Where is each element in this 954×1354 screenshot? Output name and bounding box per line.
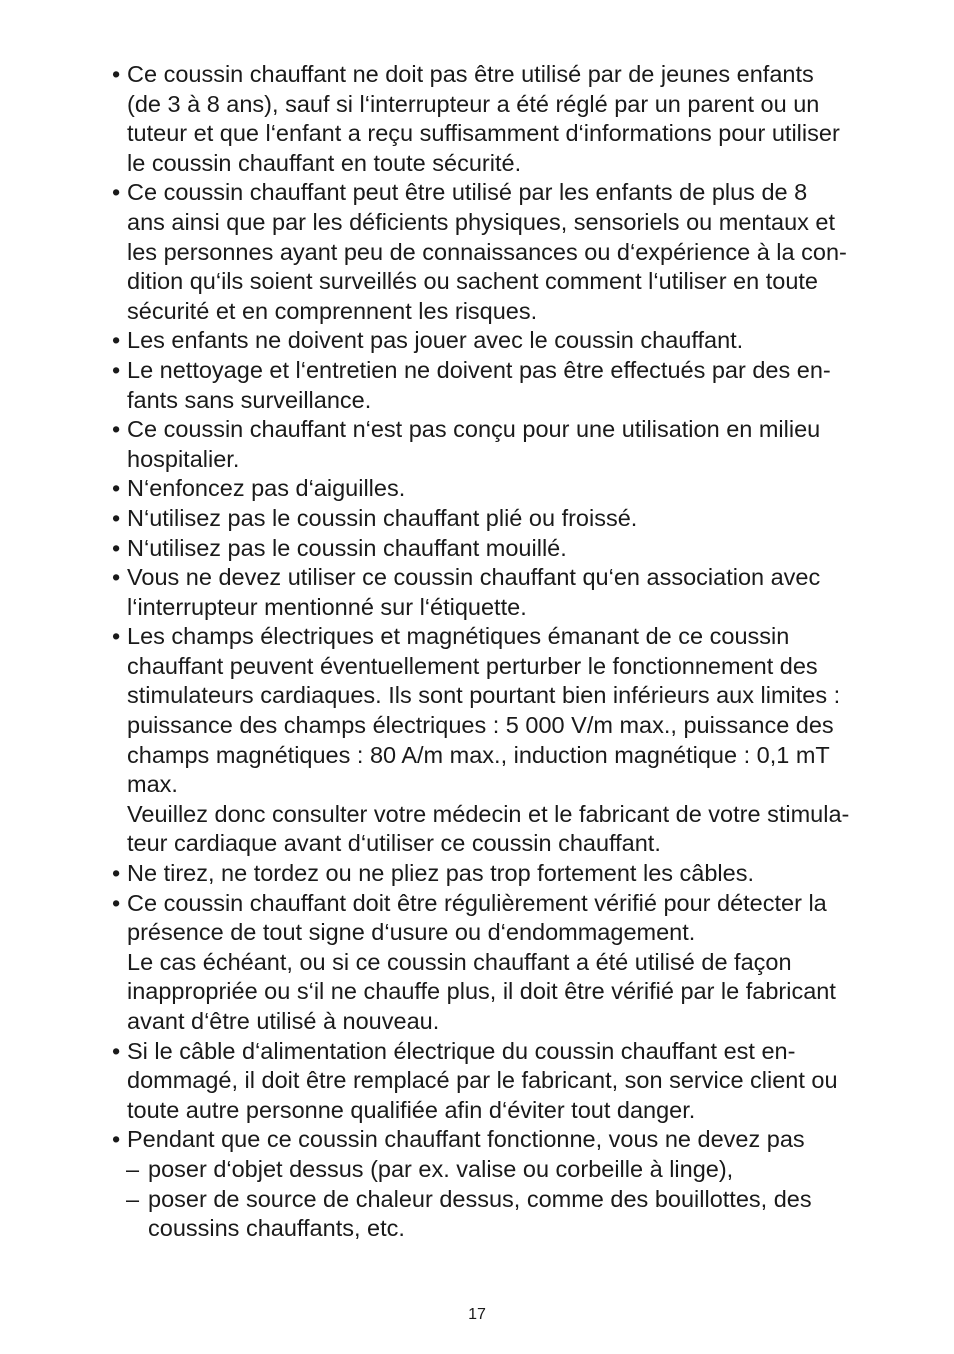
sub-list-item [112, 1185, 902, 1244]
bullet-text: N‘utilisez pas le coussin chauffant mouillé. [127, 534, 567, 561]
bullet-text: Le nettoyage et l‘entretien ne doivent pas être effectués par des en- fants sans surveillance. [127, 356, 831, 413]
bullet-text: N‘utilisez pas le coussin chauffant plié ou froissé. [127, 504, 638, 531]
bullet-marker: • [112, 1037, 121, 1064]
page-number: 17 [468, 1306, 486, 1323]
bullet-item [112, 563, 902, 622]
bullet-marker: • [112, 356, 121, 383]
bullet-item [112, 178, 902, 326]
bullet-text: Ce coussin chauffant n‘est pas conçu pour une utilisation en milieu hospitalier. [127, 416, 821, 472]
bullet-item [112, 356, 902, 415]
bullet-item [112, 326, 902, 356]
bullet-marker: • [112, 475, 121, 502]
bullet-text: Pendant que ce coussin chauffant fonctionne, vous ne devez pas [127, 1126, 805, 1153]
bullet-item [112, 889, 902, 1037]
bullet-marker: • [112, 327, 121, 354]
dash-marker: – [126, 1185, 140, 1212]
bullet-item [112, 622, 902, 859]
bullet-marker: • [112, 564, 121, 591]
bullet-item [112, 474, 902, 504]
bullet-item [112, 1037, 902, 1126]
bullet-text: N‘enfoncez pas d‘aiguilles. [127, 475, 406, 502]
bullet-item [112, 415, 902, 474]
bullet-text: Ne tirez, ne tordez ou ne pliez pas trop fortement les câbles. [127, 860, 754, 887]
bullet-marker: • [112, 534, 121, 561]
bullet-item [112, 60, 902, 178]
sub-item-text: poser d‘objet dessus (par ex. valise ou corbeille à linge), [148, 1155, 734, 1182]
dash-marker: – [126, 1155, 140, 1182]
bullet-text: Les enfants ne doivent pas jouer avec le coussin chauffant. [127, 327, 744, 354]
bullet-marker: • [112, 61, 121, 87]
bullet-text: Ce coussin chauffant doit être régulièrement vérifié pour détecter la présence de tout signe d‘usure ou d‘endommagement. Le cas échéant, ou si ce coussin chauffant a été utilisé de façon inappropriée ou s‘il ne chauffe plus, il doit être vérifié par le fabricant avant d‘être utilisé à nouveau. [127, 889, 836, 1034]
sub-list-item [112, 1155, 902, 1185]
bullet-marker: • [112, 623, 121, 650]
bullet-marker: • [112, 860, 121, 887]
bullet-item [112, 534, 902, 564]
sub-item-text: poser de source de chaleur dessus, comme des bouillottes, des coussins chauffants, etc. [148, 1185, 812, 1242]
bullet-item [112, 504, 902, 534]
bullet-marker: • [112, 1126, 121, 1153]
safety-instructions [112, 60, 902, 1244]
bullet-text: Ce coussin chauffant ne doit pas être utilisé par de jeunes enfants (de 3 à 8 ans), sauf si l‘interrupteur a été réglé par un parent ou un tuteur et que l‘enfant a reçu suffisamment d‘informations pour utiliser le coussin chauffant en toute sécurité. [127, 61, 840, 176]
bullet-marker: • [112, 416, 121, 443]
bullet-text: Ce coussin chauffant peut être utilisé par les enfants de plus de 8 ans ainsi que par les déficients physiques, sensoriels ou mentaux et les personnes ayant peu de connaissances ou d‘expérience à la con- dition qu‘ils soient surveillés ou sachent comment l‘utiliser en toute sécurité et en comprennent les risques. [127, 179, 847, 324]
bullet-marker: • [112, 889, 121, 916]
bullet-marker: • [112, 179, 121, 206]
bullet-item [112, 859, 902, 889]
bullet-item [112, 1125, 902, 1155]
bullet-text: Si le câble d‘alimentation électrique du coussin chauffant est en- dommagé, il doit être remplacé par le fabricant, son service client ou toute autre personne qualifiée afin d‘éviter tout danger. [127, 1037, 838, 1123]
bullet-text: Vous ne devez utiliser ce coussin chauffant qu‘en association avec l‘interrupteur mentionné sur l‘étiquette. [127, 564, 821, 620]
bullet-marker: • [112, 504, 121, 531]
bullet-text: Les champs électriques et magnétiques émanant de ce coussin chauffant peuvent éventuellement perturber le fonctionnement des stimulateurs cardiaques. Ils sont pourtant bien inférieurs aux limites : puissance des champs électriques : 5 000 V/m max., puissance des champs magnétiques : 80 A/m max., induction magnétique : 0,1 mT max. Veuillez donc consulter votre médecin et le fabricant de votre stimula- teur cardiaque avant d‘utiliser ce coussin chauffant. [127, 623, 850, 857]
